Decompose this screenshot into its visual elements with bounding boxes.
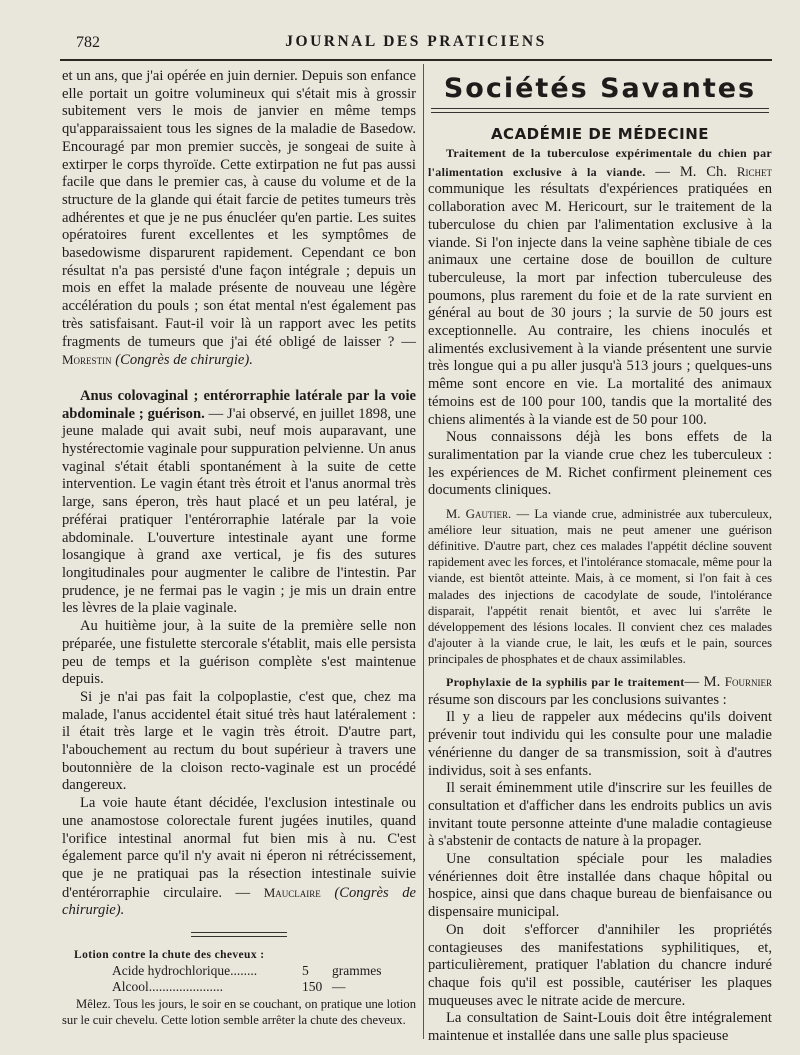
- section-ornament: [191, 932, 287, 937]
- paragraph-eighth-day: Au huitième jour, à la suite de la première selle non préparée, une fistulette stercorale s'établit, mais elle persista peu de temps et la guérison complète s'est maintenue depuis.: [62, 618, 416, 688]
- source-citation: (Congrès de chirurgie).: [115, 352, 253, 369]
- page-header: [60, 26, 772, 56]
- author-mauclaire: Mauclaire: [263, 884, 321, 900]
- paragraph-anus-colovaginal: Anus colovaginal ; entérorraphie latérale par la voie abdominale ; guérison. — J'ai observé, en juillet 1898, une jeune malade qui avait subi, neuf mois auparavant, une hystérectomie vaginale pour suppuration pelvienne. Un anus vaginal s'était établi spontanément à la suite de cette intervention. Le vagin étant très étroit et l'anus anormal très large, sans éperon, très haut placé et un peu latéral, je préférai pratiquer l'entérorraphie latérale par la voie abdominale. L'ouverture intestinale ayant une forme losangique à grand axe vertical, je fis des sutures longitudinales pour augmenter le calibre de l'intestin. Par prudence, je ne fermai pas le vagin ; je mis un drain entre les lèvres de la plaie vaginale.: [62, 387, 416, 617]
- section-title-rule: [431, 108, 769, 113]
- header-rule: [60, 59, 772, 61]
- author-gautier: Gautier: [465, 506, 509, 522]
- paragraph-thyroid-case: et un ans, que j'ai opérée en juin dernier. Depuis son enfance elle portait un goitre volumineux qui s'était mis à grossir subitement vers le mois de janvier en même temps qu'apparaissaient tous les signes de la maladie de Basedow. Encouragé par mon premier succès, je songeai de suite à extirper le corps thyroïde. Cette extirpation ne fut pas aussi facile que dans le premier cas, à cause du volume et de la structure de la glande qui était farcie de petites tumeurs très adhérentes et que je ne pus énucléer qu'en partie. Les suites opératoires furent excellentes et les symptômes de basedowisme disparurent rapidement. Cependant ce bon résultat n'a pas persisté d'une façon intégrale ; depuis un mois en effet la malade présente de nouveau une légère accélération du pouls ; son état mental n'est également pas très satisfaisant. Faut-il voir là un rapport avec les petits fragments de tumeurs que j'ai été obligé de laisser ? — Morestin (Congrès de chirurgie).: [62, 68, 416, 369]
- right-column: [428, 68, 772, 1046]
- article-heading-anus: Anus colovaginal ; entérorraphie latérale par la voie abdominale ; guérison.: [62, 387, 416, 422]
- author-morestin: Morestin: [62, 352, 112, 368]
- paragraph-richet: Traitement de la tuberculose expérimentale du chien par l'alimentation exclusive à la viande. — M. Ch. Richet communique les résultats d'expériences pratiquées en collaboration avec M. Hericourt, sur le traitement de la tuberculose du chien par l'alimentation exclusive à la viande. Si l'on injecte dans la veine saphène tibiale de ces animaux une certaine dose de bouillon de culture tuberculeuse, la mort par infection tuberculeuse des poumons, plus rarement du foie et de la rate survient en général au bout de 30 jours ; la survie de 50 jours est exceptionnelle. Au contraire, les chiens inoculés et alimentés exclusivement à la viande présentent une survie très longue qui a pu aller jusqu'à 513 jours ; quelques-uns même sont encore en vie. La mortalité des animaux témoins est de 100 pour 100, tandis que la mortalité des chiens alimentés à la viande est de 50 pour 100.: [428, 146, 772, 428]
- subsection-title: ACADÉMIE DE MÉDECINE: [490, 125, 710, 143]
- paragraph-conclusion-5: La consultation de Saint-Louis doit être intégralement maintenue et installée dans une salle plus spacieuse: [428, 1010, 772, 1045]
- author-fournier: Fournier: [724, 674, 773, 689]
- paragraph-voie-haute: La voie haute étant décidée, l'exclusion intestinale ou une anamostose colorectale furent jugées inutiles, quand l'orifice intestinal anormal fut bien mis à nu. C'est également parce qu'il n'y avait ni éperon ni rétrécissement, que je ne pratiquai pas la résection intestinale suivie d'entérorraphie circulaire. — Mauclaire (Congrès de chirurgie).: [62, 795, 416, 919]
- paragraph-fournier: Prophylaxie de la syphilis par le traitement— M. Fournier résume son discours par les conclusions suivantes :: [428, 674, 773, 708]
- recipe-title: Lotion contre la chute des cheveux :: [74, 949, 265, 962]
- section-title: Sociétés Savantes: [443, 73, 757, 104]
- left-column: [62, 68, 416, 1028]
- paragraph-conclusion-1: Il y a lieu de rappeler aux médecins qu'ils doivent prévenir tout individu qui les consulte pour une maladie vénérienne du danger de sa transmission, soit à d'autres individus, soit à ses enfants.: [428, 709, 772, 779]
- article-heading-tuberculose: Traitement de la tuberculose expérimentale du chien par l'alimentation exclusive à la viande.: [428, 146, 772, 179]
- paragraph-conclusion-4: On doit s'efforcer d'annihiler les propriétés contagieuses des manifestations syphilitiques, et, particulièrement, pratiquer l'ablation du chancre induré chaque fois qu'il est possible, cautériser les plaques muqueuses avec le nitrate acide de mercure.: [428, 921, 772, 1009]
- page-number: 782: [76, 34, 100, 51]
- paragraph-conclusion-2: Il serait éminemment utile d'inscrire sur les feuilles de consultation et d'afficher dans les endroits publics un avis invitant toute personne atteinte d'une maladie contagieuse à s'abstenir de contacts de nature à la propager.: [428, 780, 772, 850]
- paragraph-gautier: M. Gautier. — La viande crue, administrée aux tuberculeux, améliore leur situation, mais ne peut amener une guérison définitive. D'autre part, chez ces malades l'appétit décline souvent rapidement avec les forces, et l'intolérance stomacale, même pour la viande, est bientôt atteinte. Mais, à ce moment, si l'on fait à ces malades des injections de cacodylate de soude, l'intolérance disparait, l'appétit renait bientôt, et avec lui s'arrête le développement des lésions locales. Il convient chez ces malades d'ajouter à la viande crue, le lait, les œufs et le pain, sources principales de phosphates et de chaux assimilables.: [428, 506, 772, 666]
- recipe-row: Acide hydrochlorique........ 5 grammes: [112, 963, 382, 979]
- recipe-row: Alcool...................... 150 —: [112, 979, 346, 995]
- journal-title: JOURNAL DES PRATICIENS: [285, 33, 547, 50]
- recipe-note: Mêlez. Tous les jours, le soir en se couchant, on pratique une lotion sur le cuir chevelu. Cette lotion semble arrêter la chute des cheveux.: [62, 997, 416, 1028]
- column-divider: [423, 64, 424, 1039]
- paragraph-conclusion-3: Une consultation spéciale pour les maladies vénériennes doit être installée dans chaque hôpital ou hospice, ainsi que dans chaque bureau de bienfaisance ou dispensaire municipal.: [428, 851, 772, 921]
- author-richet: Richet: [736, 163, 772, 179]
- paragraph-colpoplastie: Si je n'ai pas fait la colpoplastie, c'est que, chez ma malade, l'anus accidentel était situé très haut latéralement : il était très large et le vagin très étroit. D'autre part, l'abouchement au rectum du bout supérieur à travers une boutonnière de la cloison recto-vaginale est un procédé dangereux.: [62, 688, 416, 794]
- source-citation: (Congrès de chirurgie).: [62, 884, 416, 919]
- paragraph-suralimentation: Nous connaissons déjà les bons effets de la suralimentation par la viande crue chez les tuberculeux : les expériences de M. Richet confirment pleinement ces documents cliniques.: [428, 429, 772, 499]
- article-heading-syphilis: Prophylaxie de la syphilis par le traitement: [446, 675, 685, 689]
